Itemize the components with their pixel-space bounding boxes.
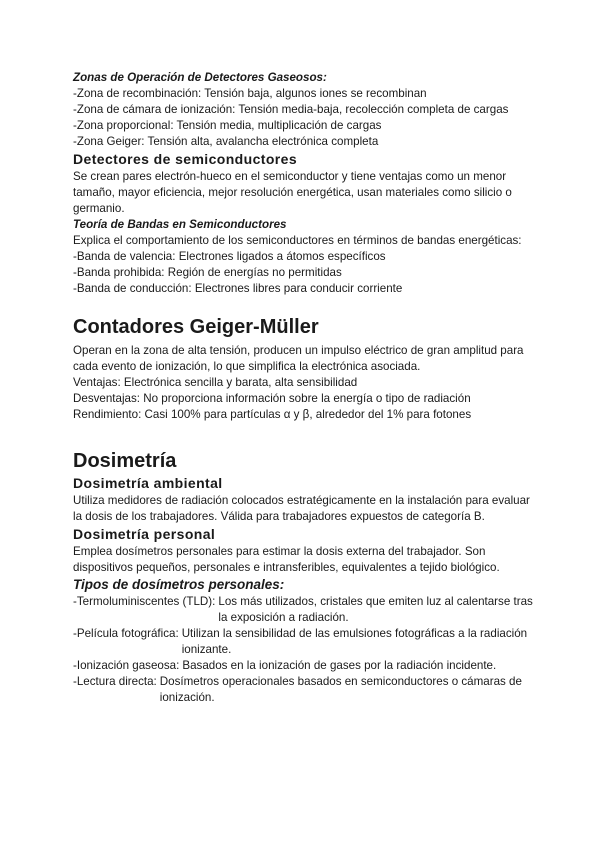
bandas-text: Explica el comportamiento de los semiconductores en términos de bandas energéticas: (73, 234, 522, 247)
bandas-title: Teoría de Bandas en Semiconductores (73, 218, 287, 231)
tipos-title: Tipos de dosímetros personales: (73, 577, 285, 592)
geiger-heading: Contadores Geiger-Müller (73, 316, 319, 338)
list-item: -Zona proporcional: Tensión media, multiplicación de cargas (73, 119, 382, 132)
ambiental-text: Utiliza medidores de radiación colocados estratégicamente en la instalación para evaluar la dosis de los trabajadores. Válida para trabajadores expuestos de categoría B. (73, 494, 530, 523)
semiconductores-text: Se crean pares electrón-hueco en el semiconductor y tiene ventajas como un menor tamaño, mayor eficiencia, mejor resolución energética, usan materiales como silicio o germanio. (73, 170, 512, 215)
geiger-ventajas: Ventajas: Electrónica sencilla y barata, alta sensibilidad (73, 376, 358, 389)
list-item: -Banda de conducción: Electrones libres para conducir corriente (73, 282, 403, 295)
personal-heading: Dosimetría personal (73, 526, 216, 542)
dosimetria-heading: Dosimetría (73, 450, 177, 472)
geiger-desventajas: Desventajas: No proporciona información sobre la energía o tipo de radiación (73, 392, 471, 405)
list-item: -Banda prohibida: Región de energías no permitidas (73, 266, 342, 279)
list-item (73, 658, 533, 674)
dosimeter-definition: Basados en la ionización de gases por la radiación incidente. (182, 659, 497, 672)
dosimeter-definition: Los más utilizados, cristales que emiten luz al calentarse tras la exposición a radiación. (218, 595, 533, 624)
semiconductores-heading: Detectores de semiconductores (73, 151, 298, 167)
dosimeter-definition: Utilizan la sensibilidad de las emulsiones fotográficas a la radiación ionizante. (181, 627, 528, 656)
dosimeter-definition: Dosímetros operacionales basados en semiconductores o cámaras de ionización. (159, 675, 522, 704)
personal-text: Emplea dosímetros personales para estimar la dosis externa del trabajador. Son dispositivos pequeños, personales e intransferibles, equivalentes a tejido biológico. (73, 545, 500, 574)
list-item: -Zona Geiger: Tensión alta, avalancha electrónica completa (73, 135, 379, 148)
list-item: -Zona de cámara de ionización: Tensión media-baja, recolección completa de cargas (73, 103, 509, 116)
ambiental-heading: Dosimetría ambiental (73, 475, 223, 491)
zonas-title: Zonas de Operación de Detectores Gaseosos: (73, 71, 327, 84)
list-item (73, 626, 533, 658)
geiger-rendimiento: Rendimiento: Casi 100% para partículas α y β, alrededor del 1% para fotones (73, 408, 472, 421)
geiger-text: Operan en la zona de alta tensión, producen un impulso eléctrico de gran amplitud para cada evento de ionización, lo que simplifica la electrónica asociada. (73, 344, 524, 373)
list-item: -Zona de recombinación: Tensión baja, algunos iones se recombinan (73, 87, 427, 100)
dosimeter-term: -Termoluminiscentes (TLD): (73, 595, 216, 608)
list-item (73, 674, 533, 706)
list-item: -Banda de valencia: Electrones ligados a átomos específicos (73, 250, 386, 263)
dosimeter-term: -Lectura directa: (73, 675, 157, 688)
dosimeter-term: -Ionización gaseosa: (73, 659, 180, 672)
list-item (73, 594, 533, 626)
document-content (73, 70, 533, 706)
dosimeter-term: -Película fotográfica: (73, 627, 179, 640)
